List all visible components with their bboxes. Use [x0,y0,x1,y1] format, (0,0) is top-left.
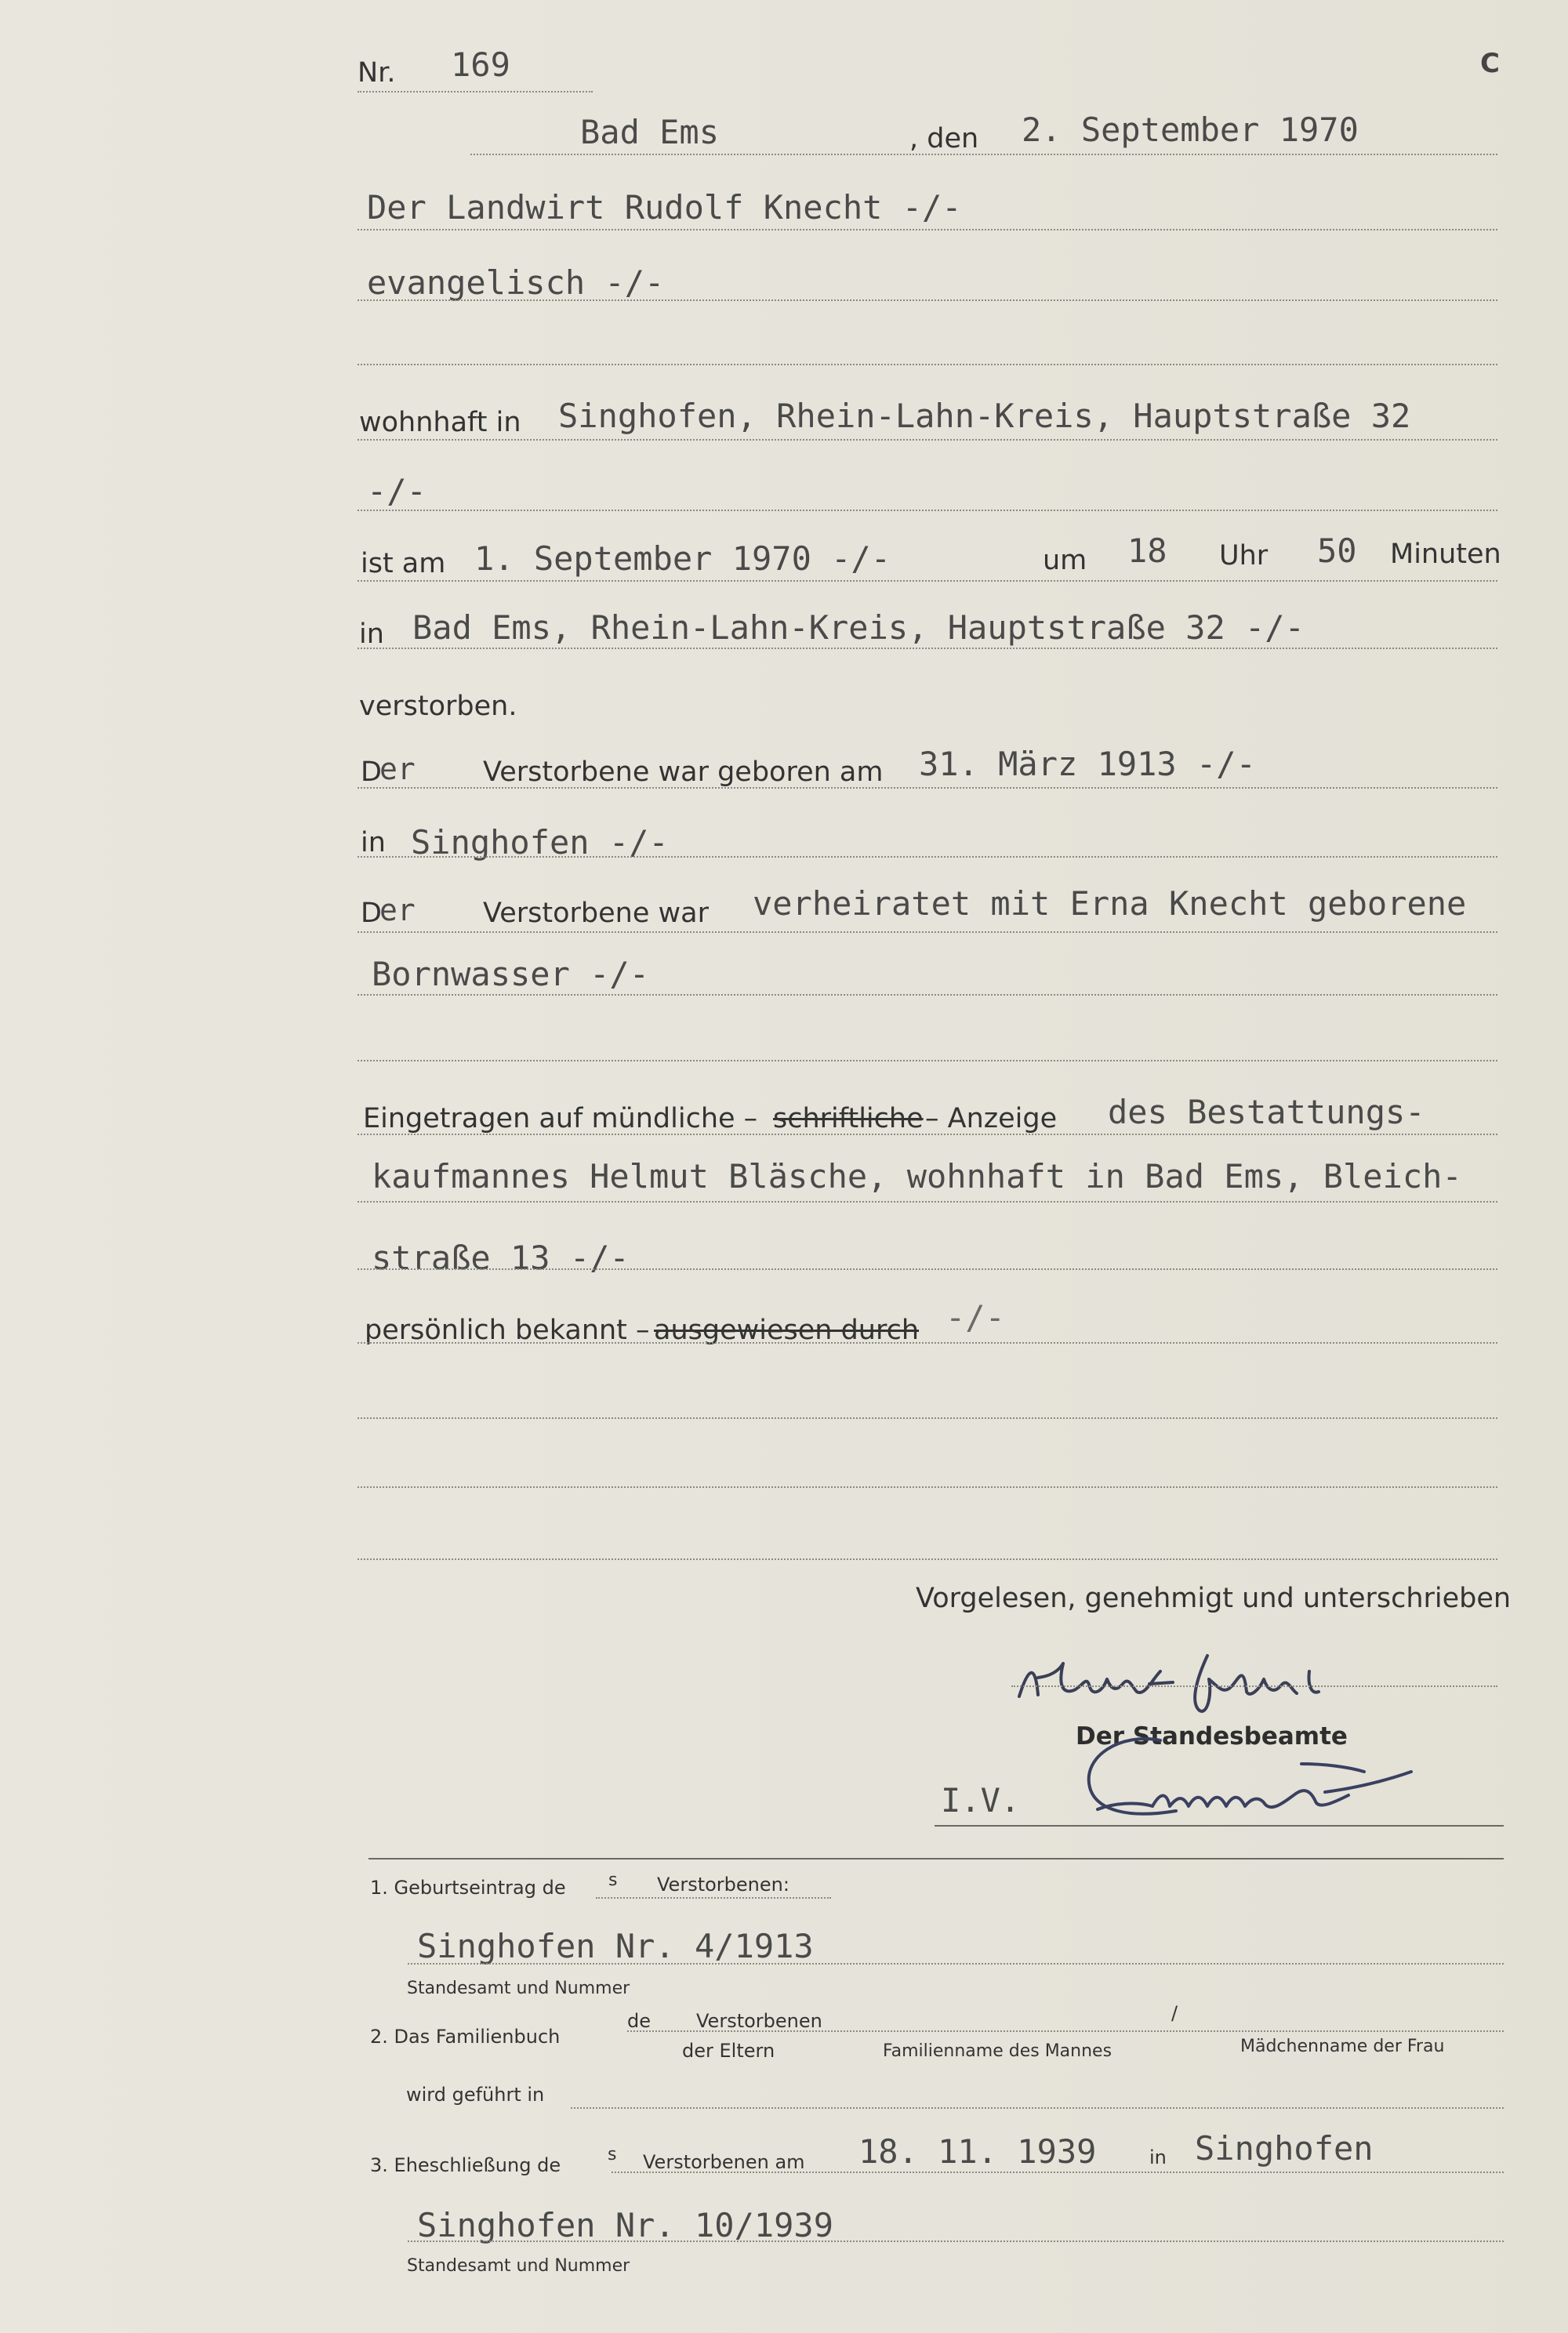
registrar-signature-line [935,1825,1504,1827]
informant-line-2: kaufmannes Helmut Bläsche, wohnhaft in Bad Ems, Bleich- [372,1157,1462,1196]
residence-continuation: -/- [367,472,426,510]
birth-entry-sub: Standesamt und Nummer [407,1979,630,1998]
place-of-registration: Bad Ems [580,113,720,151]
rule [612,2172,1504,2173]
known-label: persönlich bekannt – [365,1315,650,1346]
birth-entry-s: s [608,1870,618,1890]
uhr-label: Uhr [1219,540,1269,571]
ist-am-label: ist am [361,548,446,579]
rule [358,1268,1497,1270]
family-book-kept-in: wird geführt in [406,2084,545,2106]
married-prefix: D [361,898,382,929]
spouse-maiden-name: Bornwasser -/- [372,955,650,993]
birth-in-label: in [361,827,386,858]
rule [358,1558,1497,1560]
registrar-signature [1066,1717,1443,1842]
known-value: -/- [946,1298,1005,1337]
family-book-label: 2. Das Familienbuch [370,2026,561,2048]
rule [1011,1685,1497,1687]
rule [358,229,1497,230]
nr-label: Nr. [358,57,396,89]
minuten-label: Minuten [1390,539,1501,570]
date-underline [470,154,1497,155]
rule [408,1963,1504,1965]
rule [358,856,1497,858]
married-ending: er [379,893,416,927]
rule [358,648,1497,649]
family-book-maiden-name: Mädchenname der Frau [1240,2037,1445,2056]
marriage-label: 3. Eheschließung de [370,2154,561,2176]
death-hour: 18 [1127,532,1167,570]
rule [358,931,1497,933]
family-book-deceased: Verstorbenen [696,2010,822,2032]
born-label: Verstorbene war geboren am [483,757,884,788]
registration-date: 2. September 1970 [1022,111,1359,149]
rule [358,439,1497,441]
birth-entry-value: Singhofen Nr. 4/1913 [417,1927,814,1965]
corner-letter: C [1480,48,1500,79]
rule [358,1417,1497,1419]
den-label: , den [909,123,979,154]
nr-underline [358,91,593,93]
rule [358,364,1497,365]
footer-separator [368,1858,1504,1860]
informant-line-3: straße 13 -/- [372,1239,630,1277]
rule [358,994,1497,996]
death-minutes: 50 [1317,532,1357,570]
rule [627,2030,1504,2032]
wohnhaft-label: wohnhaft in [359,407,521,438]
rule [358,1134,1497,1135]
family-book-parents: der Eltern [682,2040,775,2062]
residence: Singhofen, Rhein-Lahn-Kreis, Hauptstraße 32 [558,397,1411,435]
rule [596,1897,831,1899]
rule [358,580,1497,582]
birth-entry-label: 1. Geburtseintrag de [370,1877,566,1899]
family-book-de: de [627,2010,651,2032]
entry-number: 169 [451,45,510,84]
marriage-place: Singhofen [1195,2129,1374,2168]
family-book-husband-name: Familienname des Mannes [883,2041,1112,2061]
registration-label: Eingetragen auf mündliche – [363,1103,758,1134]
family-book-slash: / [1171,2002,1178,2024]
rule [358,1201,1497,1203]
rule [358,299,1497,301]
married-label: Verstorbene war [483,898,709,929]
iv-label: I.V. [941,1781,1021,1820]
rule [358,787,1497,789]
marriage-date: 18. 11. 1939 [858,2132,1097,2171]
birth-place: Singhofen -/- [411,823,669,862]
registrar-label: Der Standesbeamte [1076,1722,1348,1751]
birth-entry-label-b: Verstorbenen: [657,1874,789,1896]
marriage-status: verheiratet mit Erna Knecht geborene [753,884,1467,923]
rule [358,1060,1497,1061]
rule [358,1342,1497,1344]
rule [571,2107,1504,2109]
rule [408,2240,1504,2242]
marriage-s: s [608,2145,617,2164]
marriage-label-b: Verstorbenen am [643,2151,805,2173]
in-label: in [359,619,384,650]
rule [358,1486,1497,1488]
death-date: 1. September 1970 -/- [474,539,891,578]
informant-signature [1011,1640,1372,1718]
born-prefix: D [361,757,382,788]
birth-date: 31. März 1913 -/- [919,745,1256,783]
marriage-entry-value: Singhofen Nr. 10/1939 [417,2206,834,2244]
um-label: um [1043,545,1087,576]
born-ending: er [379,752,416,786]
death-place: Bad Ems, Rhein-Lahn-Kreis, Hauptstraße 32 -/- [412,608,1305,647]
informant-line-1: des Bestattungs- [1108,1093,1425,1131]
marriage-in-label: in [1149,2146,1167,2168]
verstorben-label: verstorben. [359,691,517,722]
known-struck-option: ausgewiesen durch [654,1315,920,1346]
rule [358,510,1497,511]
registration-struck-option: schriftliche [773,1103,924,1134]
deceased-name-line: Der Landwirt Rudolf Knecht -/- [367,188,962,227]
marriage-entry-sub: Standesamt und Nummer [407,2256,630,2276]
religion: evangelisch -/- [367,263,665,302]
read-approved-label: Vorgelesen, genehmigt und unterschrieben [916,1583,1512,1614]
registration-label-end: – Anzeige [925,1103,1058,1134]
